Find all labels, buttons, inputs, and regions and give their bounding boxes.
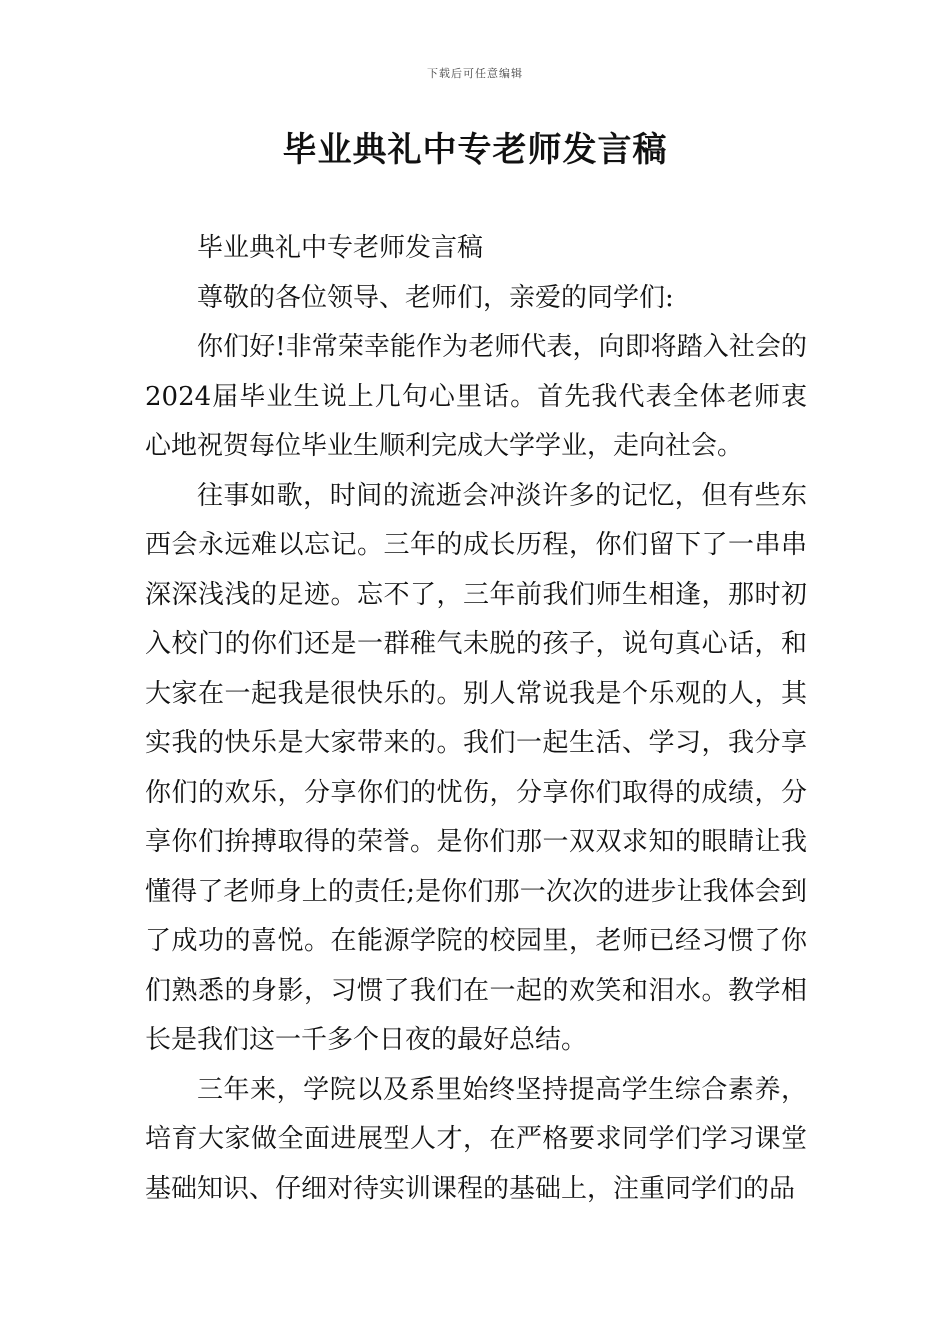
header-note: 下载后可任意编辑 [427, 67, 523, 80]
paragraph-memories: 往事如歌，时间的流逝会冲淡许多的记忆，但有些东西会永远难以忘记。三年的成长历程，你们留下了一串串深深浅浅的足迹。忘不了，三年前我们师生相逢，那时初入校门的你们还是一群稚气未脱的孩子，说句真心话，和大家在一起我是很快乐的。别人常说我是个乐观的人，其实我的快乐是大家带来的。我们一起生活、学习，我分享你们的欢乐，分享你们的忧伤，分享你们取得的成绩，分享你们拚搏取得的荣誉。是你们那一双双求知的眼睛让我懂得了老师身上的责任;是你们那一次次的进步让我体会到了成功的喜悦。在能源学院的校园里，老师已经习惯了你们熟悉的身影，习惯了我们在一起的欢笑和泪水。教学相长是我们这一千多个日夜的最好总结。 [145, 480, 807, 1055]
paragraph-three-years: 三年来，学院以及系里始终坚持提高学生综合素养，培育大家做全面进展型人才，在严格要求同学们学习课堂基础知识、仔细对待实训课程的基础上，注重同学们的品 [145, 1074, 807, 1204]
document-body [145, 224, 807, 1214]
page-title: 毕业典礼中专老师发言稿 [282, 130, 668, 170]
paragraph-greeting: 你们好!非常荣幸能作为老师代表，向即将踏入社会的2024届毕业生说上几句心里话。首先我代表全体老师衷心地祝贺每位毕业生顺利完成大学学业，走向社会。 [145, 332, 807, 461]
paragraph-salutation: 尊敬的各位领导、老师们，亲爱的同学们: [197, 282, 674, 313]
paragraph-subtitle: 毕业典礼中专老师发言稿 [197, 233, 484, 263]
